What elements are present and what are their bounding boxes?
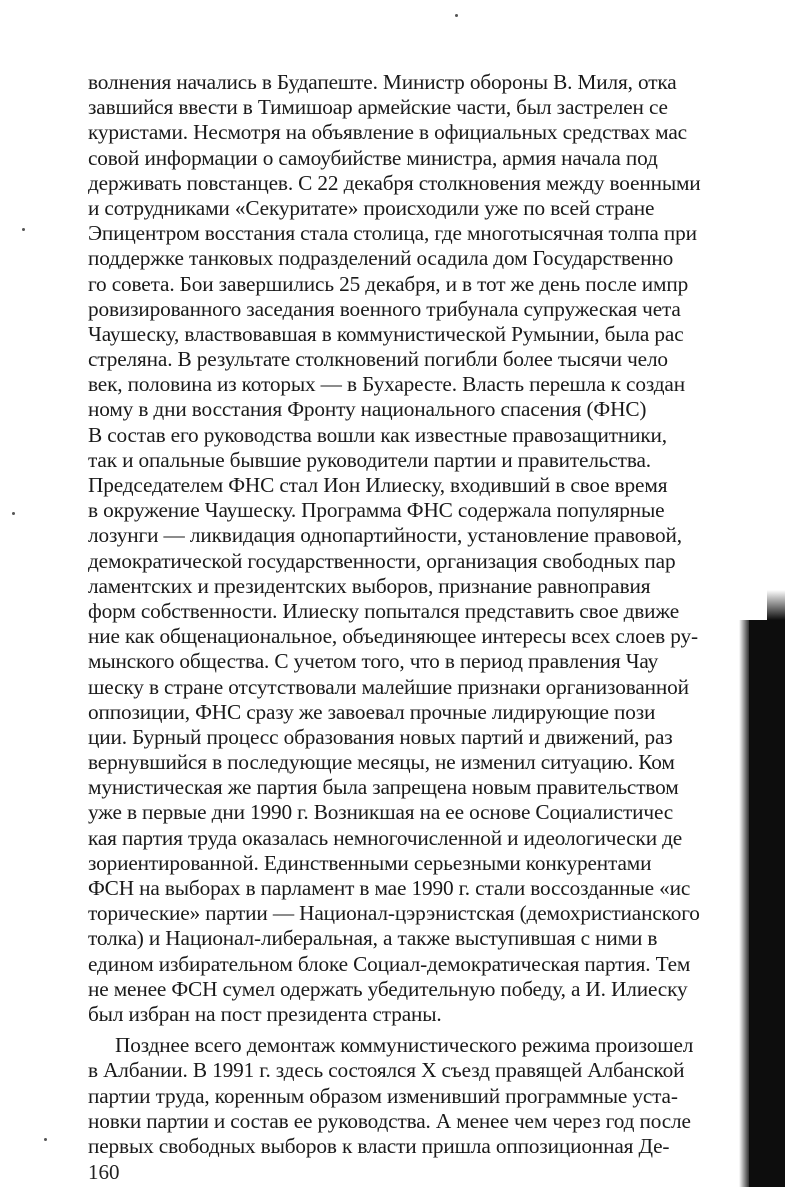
text-line: лозунги — ликвидация однопартийности, установление правовой,: [88, 523, 682, 548]
text-line: толка) и Национал-либеральная, а также выступившая с ними в: [88, 926, 658, 951]
paragraph-1: [88, 70, 778, 1027]
text-line: так и опальные бывшие руководители партии и правительства.: [88, 447, 651, 472]
text-line: век, половина из которых — в Бухаресте. Власть перешла к создан: [88, 372, 685, 397]
text-line: Председателем ФНС стал Ион Илиеску, входивший в свое время: [88, 473, 668, 497]
text-line: волнения начались в Будапеште. Министр обороны В. Миля, отка: [88, 70, 677, 94]
text-line: мынского общества. С учетом того, что в период правления Чау: [88, 649, 659, 674]
text-line: Позднее всего демонтаж коммунистического режима произошел: [115, 1033, 694, 1058]
text-line: ние как общенациональное, объединяющее интересы всех слоев ру-: [88, 624, 698, 649]
text-line: кая партия труда оказалась немногочисленной и идеологически де: [88, 825, 683, 850]
text-line: демократической государственности, организация свободных пар: [88, 548, 676, 573]
text-line: Эпицентром восстания стала столица, где многотысячная толпа при: [88, 221, 697, 246]
text-line: держивать повстанцев. С 22 декабря столкновения между военными: [88, 170, 701, 195]
text-line: ровизированного заседания военного трибунала супружеская чета: [88, 296, 681, 321]
text-line: был избран на пост президента страны.: [88, 1001, 442, 1026]
text-line: в Албании. В 1991 г. здесь состоялся X съезд правящей Албанской: [88, 1058, 685, 1083]
text-line: стреляна. В результате столкновений погибли более тысячи чело: [88, 347, 668, 372]
text-line: совой информации о самоубийстве министра, армия начала под: [88, 145, 658, 170]
text-line: куристами. Несмотря на объявление в официальных средствах мас: [88, 120, 687, 145]
paragraph-2: [88, 1033, 778, 1159]
text-line: в окружение Чаушеску. Программа ФНС содержала популярные: [88, 498, 665, 523]
text-line: ции. Бурный процесс образования новых партий и движений, раз: [88, 724, 673, 749]
text-line: форм собственности. Илиеску попытался представить свое движе: [88, 598, 679, 623]
text-line: не менее ФСН сумел одержать убедительную победу, а И. Илиеску: [88, 976, 688, 1001]
scan-speck: [12, 512, 15, 515]
page-number: 160: [88, 1160, 120, 1184]
scan-speck: [44, 1138, 47, 1141]
text-line: го совета. Бои завершились 25 декабря, и в тот же день после импр: [88, 271, 689, 296]
text-line: первых свободных выборов к власти пришла оппозиционная Де-: [88, 1133, 670, 1158]
text-line: едином избирательном блоке Социал-демократическая партия. Тем: [88, 951, 691, 976]
text-line: ламентских и президентских выборов, признание равноправия: [88, 573, 651, 598]
text-line: торические» партии — Национал-цэрэнистская (демохристианского: [88, 901, 700, 926]
text-line: ному в дни восстания Фронту национального спасения (ФНС): [88, 397, 647, 422]
text-line: новки партии и состав ее руководства. А менее чем через год после: [88, 1108, 691, 1133]
text-line: партии труда, коренным образом изменивший программные уста-: [88, 1083, 678, 1108]
text-line: Чаушеску, властвовавшая в коммунистической Румынии, была рас: [88, 321, 684, 346]
text-line: вернувшийся в последующие месяцы, не изменил ситуацию. Ком: [88, 750, 675, 775]
binding-shadow: [749, 620, 785, 1187]
text-line: зориентированной. Единственными серьезными конкурентами: [88, 850, 652, 875]
scan-speck: [455, 14, 458, 17]
scan-speck: [22, 228, 25, 231]
body-text: [88, 70, 778, 1159]
text-line: и сотрудниками «Секуритате» происходили уже по всей стране: [88, 195, 655, 220]
text-line: В состав его руководства вошли как известные правозащитники,: [88, 422, 667, 447]
text-line: завшийся ввести в Тимишоар армейские части, был застрелен се: [88, 95, 668, 120]
text-line: оппозиции, ФНС сразу же завоевал прочные лидирующие пози: [88, 699, 656, 724]
text-line: шеску в стране отсутствовали малейшие признаки организованной: [88, 674, 689, 699]
text-line: поддержке танковых подразделений осадила дом Государственно: [88, 246, 674, 271]
text-line: уже в первые дни 1990 г. Возникшая на ее основе Социалистичес: [88, 800, 674, 825]
text-line: мунистическая же партия была запрещена новым правительством: [88, 775, 679, 800]
text-line: ФСН на выборах в парламент в мае 1990 г. стали воссозданные «ис: [88, 876, 691, 900]
